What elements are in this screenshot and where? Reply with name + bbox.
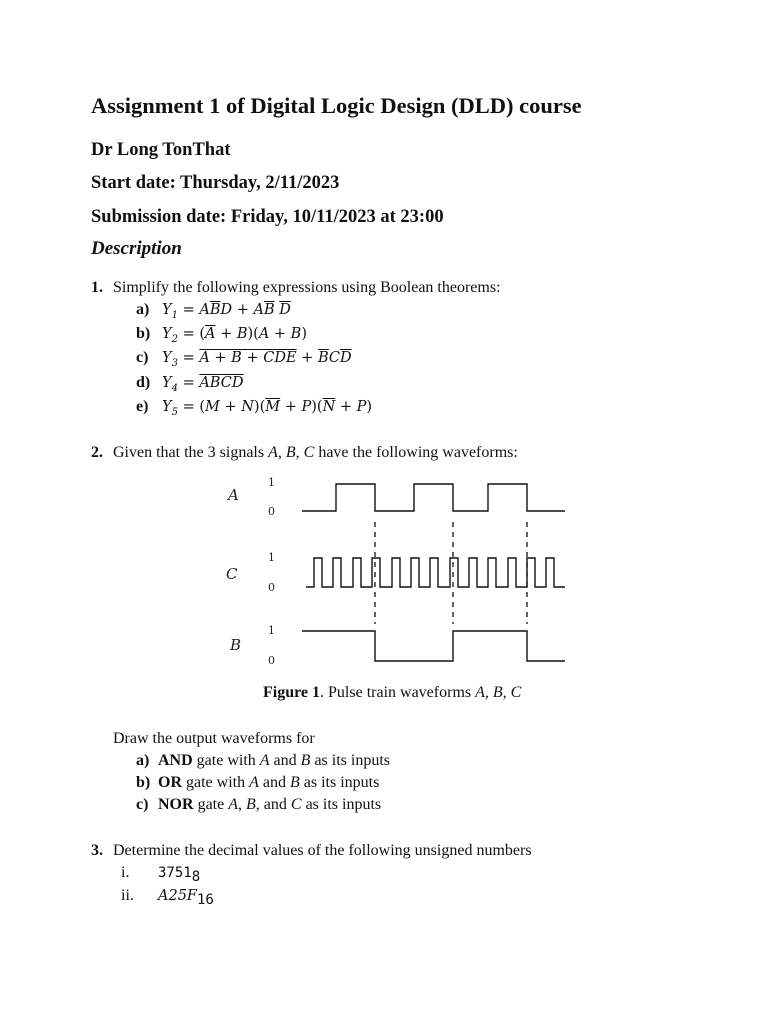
question-2-number: 2.	[91, 444, 103, 461]
waveform-a	[302, 484, 565, 511]
q3-item-ii	[121, 887, 214, 908]
start-date-line: Start date: Thursday, 2/11/2023	[91, 173, 340, 193]
waveform-b-low-label: 0	[268, 654, 275, 667]
waveform-c-low-label: 0	[268, 581, 275, 594]
item-label: a)	[136, 301, 150, 318]
draw-instruction: Draw the output waveforms for	[113, 730, 315, 747]
q1-item-d	[136, 374, 243, 396]
waveform-label-c: C	[226, 565, 238, 583]
base-subscript: 16	[196, 892, 214, 908]
item-label: a)	[136, 752, 150, 769]
q1-item-e	[136, 398, 372, 420]
boolean-expression: $Y_4$ = ABCD	[162, 375, 244, 394]
q3-item-i	[121, 864, 201, 885]
waveform-b	[302, 631, 565, 661]
question-1-number: 1.	[91, 279, 103, 296]
octal-number: 3751	[158, 865, 192, 881]
boolean-expression: $Y_5 = (M + N)(\overline{M} + P)(\overline{N} + P)$	[162, 399, 373, 418]
q1-item-b	[136, 325, 307, 347]
item-label: e)	[136, 398, 149, 415]
item-label: b)	[136, 774, 151, 791]
q2-item-a: a) AND gate with A and B as its inputs	[136, 752, 390, 769]
boolean-expression: $Y_3 = A + B$ + CDE + $\overline{B}C\overline{D}$	[162, 350, 352, 369]
item-label: c)	[136, 796, 149, 813]
waveform-c-high-label: 1	[268, 551, 275, 564]
waveform-a-low-label: 0	[268, 505, 275, 518]
waveform-label-b: B	[230, 636, 242, 654]
description-heading: Description	[91, 238, 182, 259]
question-2-text: Given that the 3 signals A, B, C have the following waveforms:	[113, 444, 518, 461]
boolean-expression: $Y_1 = A\overline{B}D + A\overline{B}$ $\overline{D}$	[162, 302, 291, 321]
item-label: i.	[121, 864, 130, 881]
waveform-c	[306, 558, 565, 587]
q1-item-c	[136, 349, 352, 371]
document-title: Assignment 1 of Digital Logic Design (DLD) course	[91, 93, 582, 118]
item-label: c)	[136, 349, 149, 366]
q1-item-a	[136, 301, 291, 323]
item-label: d)	[136, 374, 151, 391]
question-3-number: 3.	[91, 842, 103, 859]
author-line: Dr Long TonThat	[91, 140, 231, 160]
item-label: b)	[136, 325, 151, 342]
waveform-b-high-label: 1	[268, 624, 275, 637]
waveform-figure	[220, 474, 580, 674]
submission-date-line: Submission date: Friday, 10/11/2023 at 23:00	[91, 207, 444, 227]
q2-item-b: b) OR gate with A and B as its inputs	[136, 774, 380, 791]
base-subscript: 8	[191, 869, 201, 885]
figure-caption: Figure 1. Pulse train waveforms A, B, C	[263, 684, 522, 701]
hex-number: A25F	[158, 888, 197, 904]
item-label: ii.	[121, 887, 134, 904]
boolean-expression: $Y_2 = (\overline{A} + B)(A + B)$	[162, 326, 308, 345]
q2-item-c: c) NOR gate A, B, and C as its inputs	[136, 796, 382, 813]
question-1-text: Simplify the following expressions using Boolean theorems:	[113, 279, 501, 296]
waveform-label-a: A	[228, 486, 239, 504]
question-3-text: Determine the decimal values of the following unsigned numbers	[113, 842, 532, 859]
waveform-a-high-label: 1	[268, 476, 275, 489]
